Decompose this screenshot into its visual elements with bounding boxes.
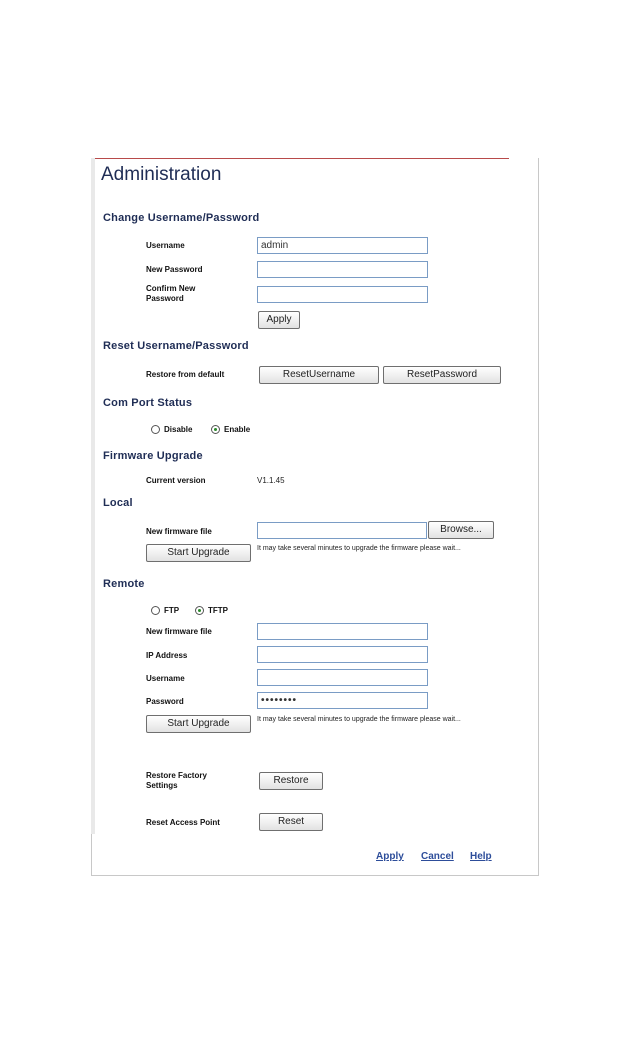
username-input[interactable]: [257, 237, 428, 254]
restore-factory-button[interactable]: Restore: [259, 772, 323, 790]
remote-file-input[interactable]: [257, 623, 428, 640]
protocol-ftp-option[interactable]: [151, 606, 179, 615]
radio-on-icon[interactable]: [195, 606, 204, 615]
com-port-enable-option[interactable]: [211, 425, 250, 434]
remote-start-upgrade-button[interactable]: Start Upgrade: [146, 715, 251, 733]
restore-factory-label: Restore Factory Settings: [146, 771, 207, 790]
change-credentials-heading: Change Username/Password: [103, 212, 260, 224]
remote-username-input[interactable]: [257, 669, 428, 686]
confirm-password-input[interactable]: [257, 286, 428, 303]
local-upgrade-note: It may take several minutes to upgrade the firmware please wait...: [257, 545, 461, 552]
remote-heading: Remote: [103, 578, 145, 590]
protocol-tftp-option[interactable]: [195, 606, 228, 615]
footer-apply-link[interactable]: Apply: [376, 851, 404, 862]
current-version-value: V1.1.45: [257, 476, 285, 485]
local-heading: Local: [103, 497, 133, 509]
radio-on-icon[interactable]: [211, 425, 220, 434]
firmware-heading: Firmware Upgrade: [103, 450, 203, 462]
radio-off-icon[interactable]: [151, 425, 160, 434]
reset-access-point-label: Reset Access Point: [146, 818, 220, 827]
local-start-upgrade-button[interactable]: Start Upgrade: [146, 544, 251, 562]
current-version-label: Current version: [146, 476, 206, 485]
new-password-input[interactable]: [257, 261, 428, 278]
header-divider: [91, 158, 509, 159]
tftp-label: TFTP: [208, 606, 228, 615]
enable-label: Enable: [224, 425, 251, 434]
ftp-label: FTP: [164, 606, 180, 615]
remote-upgrade-note: It may take several minutes to upgrade the firmware please wait...: [257, 716, 461, 723]
reset-password-button[interactable]: ResetPassword: [383, 366, 501, 384]
ip-address-label: IP Address: [146, 651, 188, 660]
reset-access-point-button[interactable]: Reset: [259, 813, 323, 831]
page-title: Administration: [101, 164, 222, 185]
confirm-password-label: Confirm New Password: [146, 284, 196, 303]
new-password-label: New Password: [146, 265, 203, 274]
local-file-input[interactable]: [257, 522, 427, 539]
footer-help-link[interactable]: Help: [470, 851, 492, 862]
com-port-heading: Com Port Status: [103, 397, 193, 409]
radio-off-icon[interactable]: [151, 606, 160, 615]
reset-username-button[interactable]: ResetUsername: [259, 366, 379, 384]
ip-address-input[interactable]: [257, 646, 428, 663]
com-port-disable-option[interactable]: [151, 425, 192, 434]
apply-credentials-button[interactable]: Apply: [258, 311, 300, 329]
browse-button[interactable]: Browse...: [428, 521, 494, 539]
remote-password-input[interactable]: [257, 692, 428, 709]
username-label: Username: [146, 241, 185, 250]
remote-username-label: Username: [146, 674, 185, 683]
footer-cancel-link[interactable]: Cancel: [421, 851, 454, 862]
remote-password-label: Password: [146, 697, 184, 706]
restore-from-default-label: Restore from default: [146, 370, 225, 379]
left-scroll-strip: [91, 158, 95, 834]
disable-label: Disable: [164, 425, 193, 434]
reset-credentials-heading: Reset Username/Password: [103, 340, 249, 352]
remote-file-label: New firmware file: [146, 627, 212, 636]
local-file-label: New firmware file: [146, 527, 212, 536]
